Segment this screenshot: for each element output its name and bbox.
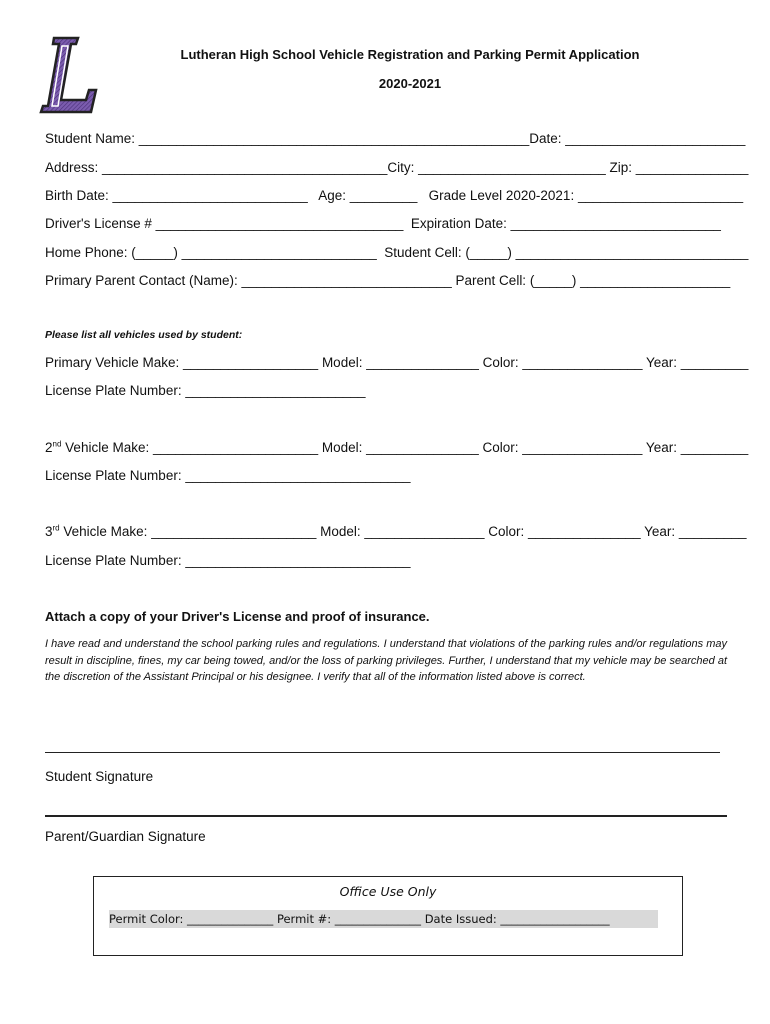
third-vehicle-line[interactable] (45, 524, 747, 540)
office-use-box (93, 876, 683, 956)
form-title: Lutheran High School Vehicle Registration and Parking Permit Application (180, 47, 640, 62)
form-year: 2020-2021 (378, 76, 442, 91)
second-ordinal-suffix: nd (52, 439, 62, 449)
primary-plate-line[interactable]: License Plate Number: ________________________ (45, 383, 366, 398)
third-vehicle-fields: Vehicle Make: ______________________ Model: ________________ Color: _______________ Year: _________ (59, 524, 747, 539)
vehicles-intro: Please list all vehicles used by student: (45, 329, 243, 341)
drivers-license-line[interactable]: Driver's License # _________________________________ Expiration Date: ____________________________ (45, 216, 721, 231)
primary-vehicle-line[interactable]: Primary Vehicle Make: __________________ Model: _______________ Color: ________________ Year: _________ (45, 355, 749, 370)
birth-age-grade-line[interactable]: Birth Date: __________________________ Age: _________ Grade Level 2020-2021: ______________________ (45, 188, 744, 203)
student-name-date-line[interactable]: Student Name: ____________________________________________________Date: ________________________ (45, 131, 746, 146)
second-ordinal: 2 (45, 440, 53, 455)
office-use-title: Office Use Only (339, 884, 437, 899)
second-vehicle-line[interactable] (45, 440, 748, 456)
parent-signature-line[interactable] (45, 815, 727, 817)
address-line[interactable]: Address: ______________________________________City: _________________________ Zip: _______________ (45, 160, 749, 175)
parent-contact-line[interactable]: Primary Parent Contact (Name): ____________________________ Parent Cell: (_____) ____________________ (45, 273, 731, 288)
phone-line[interactable]: Home Phone: (_____) __________________________ Student Cell: (_____) _______________________________ (45, 245, 749, 260)
parent-signature-label: Parent/Guardian Signature (45, 829, 206, 844)
student-signature-line[interactable] (45, 752, 720, 753)
third-plate-line[interactable]: License Plate Number: ______________________________ (45, 553, 411, 568)
agreement-statement: I have read and understand the school parking rules and regulations. I understand that violations of the parking rules and/or regulations may result in discipline, fines, my car being towed, and/or the loss of parking privileges. Further, I understand that my vehicle may be searched at the discretion of the Assistant Principal or his designee. I verify that all of the information listed above is correct. (45, 638, 727, 683)
second-plate-line[interactable]: License Plate Number: ______________________________ (45, 468, 411, 483)
student-signature-label: Student Signature (45, 769, 154, 784)
office-use-fields: Permit Color: _______________ Permit #: _______________ Date Issued: ___________________ (109, 910, 658, 928)
second-vehicle-fields: Vehicle Make: ______________________ Model: _______________ Color: ________________ Year: _________ (61, 440, 749, 455)
attach-note: Attach a copy of your Driver's License and proof of insurance. (45, 609, 430, 624)
third-ordinal-suffix: rd (52, 523, 60, 533)
third-ordinal: 3 (45, 524, 53, 539)
school-logo-icon (38, 34, 100, 116)
